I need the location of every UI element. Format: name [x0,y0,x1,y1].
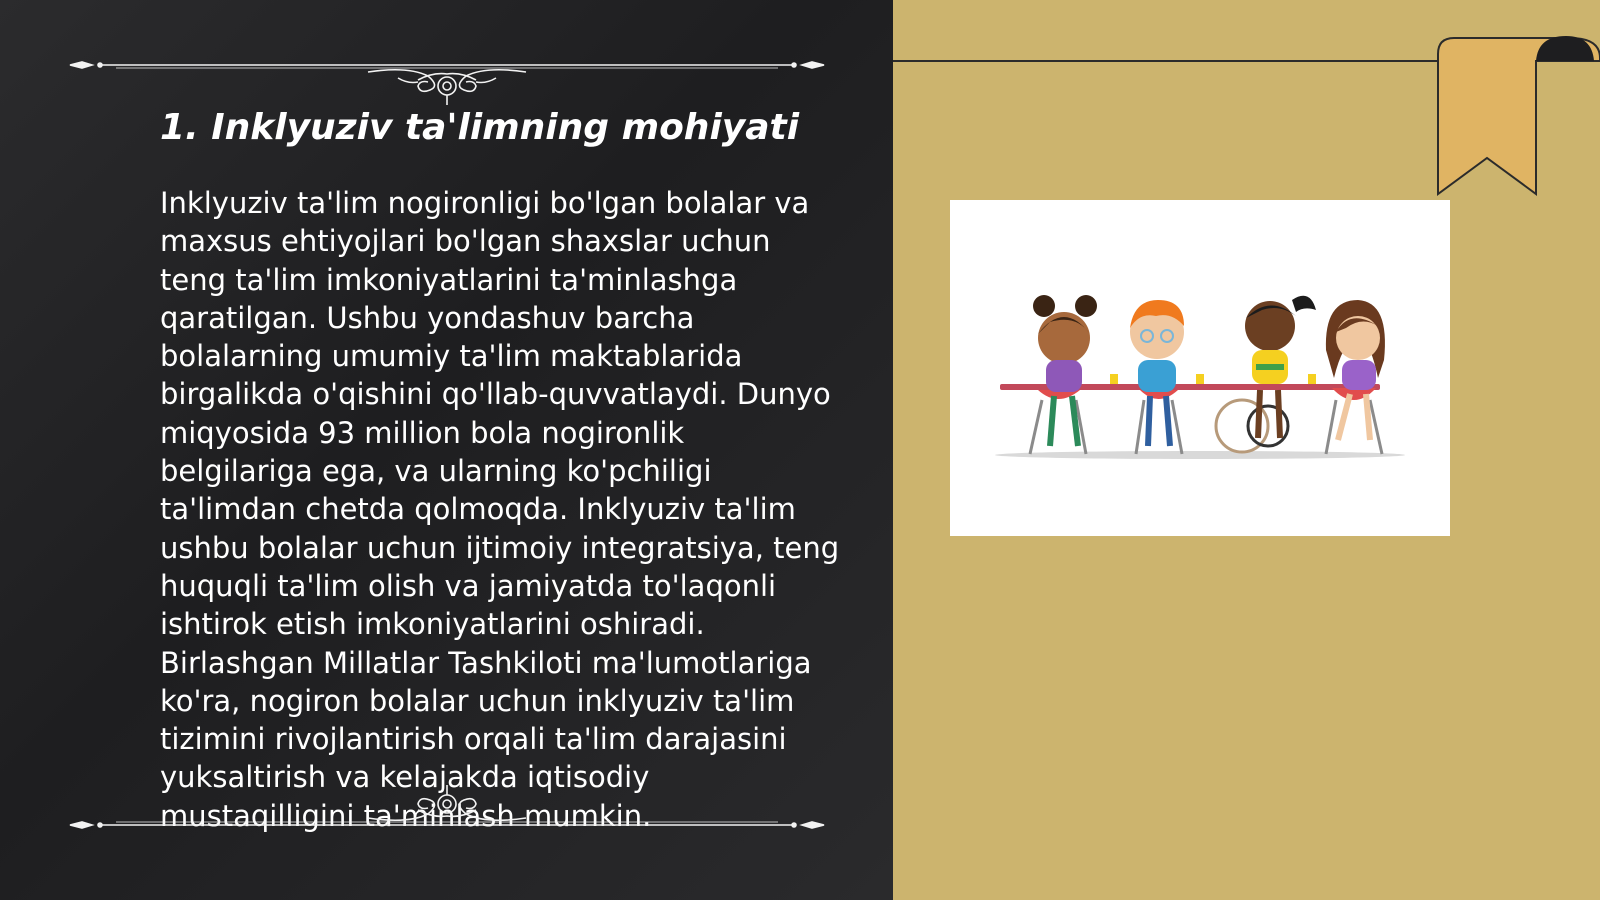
illustration-card [950,200,1450,536]
ornament-divider-bottom-icon [68,780,826,830]
child-3 [1216,296,1316,452]
children-at-table-illustration-icon [950,200,1450,536]
slide-body-text: Inklyuziv ta'lim nogironligi bo'lgan bolalar va maxsus ehtiyojlari bo'lgan shaxslar uchun teng ta'lim imkoniyatlarini ta'minlashga qaratilgan. Ushbu yondashuv barcha bolalarning umumiy ta'lim maktablarida birgalikda o'qishini qo'llab-quvvatlaydi. Dunyo miqyosida 93 million bola nogironlik belgilariga ega, va ularning ko'pchiligi ta'limdan chetda qolmoqda. Inklyuziv ta'lim ushbu bolalar uchun ijtimoiy integratsiya, teng huquqli ta'lim olish va jamiyatda to'laqonli ishtirok etish imkoniyatlarini oshiradi. Birlashgan Millatlar Tashkiloti ma'lumotlariga ko'ra, nogiron bolalar uchun inklyuziv ta'lim tizimini rivojlantirish orqali ta'lim darajasini yuksaltirish va kelajakda iqtisodiy mustaqilligini ta'minlash mumkin. [160,186,840,833]
child-2 [1130,300,1184,454]
ornament-divider-top-icon [68,58,826,108]
slide-title: 1. Inklyuziv ta'limning mohiyati [160,107,800,148]
bookmark-ribbon-icon [1434,34,1600,200]
child-4 [1326,300,1385,454]
child-1 [1030,295,1097,454]
